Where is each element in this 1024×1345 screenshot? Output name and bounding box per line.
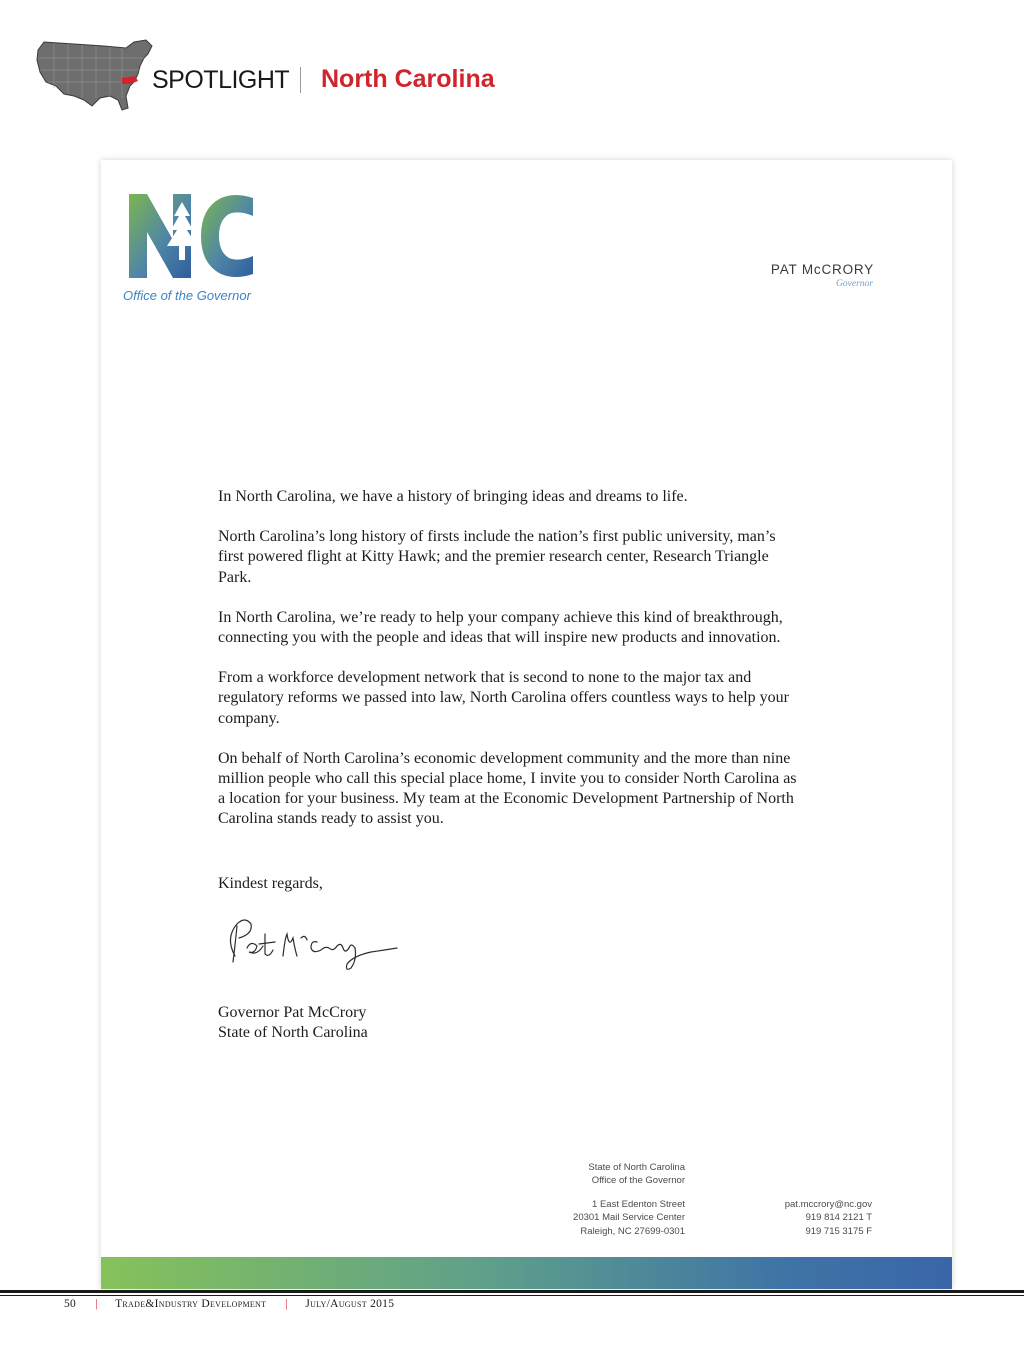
paragraph: From a workforce development network that is second to none to the major tax and regulatory reforms we passed into law, North Carolina offers countless ways to help your company. bbox=[218, 669, 789, 727]
paragraph: In North Carolina, we have a history of bringing ideas and dreams to life. bbox=[218, 488, 688, 505]
header-divider bbox=[300, 67, 301, 93]
page-folio bbox=[64, 1298, 410, 1310]
letterhead-color-bar bbox=[101, 1257, 952, 1289]
signer-name: Governor Pat McCrory bbox=[218, 1004, 367, 1021]
footer-office-line: State of North Carolina bbox=[588, 1162, 685, 1173]
footer-rule bbox=[0, 1290, 1024, 1293]
paragraph: North Carolina’s long history of firsts include the nation’s first public university, man’s first powered flight at Kitty Hawk; and the premier research center, Research Triangle Park. bbox=[218, 528, 776, 586]
paragraph: In North Carolina, we’re ready to help your company achieve this kind of breakthrough, connecting you with the people and ideas that will inspire new products and innovation. bbox=[218, 608, 783, 647]
spotlight-header bbox=[34, 36, 634, 120]
footer-phone: 919 814 2121 T bbox=[805, 1212, 872, 1224]
footer-address-line: Raleigh, NC 27699-0301 bbox=[580, 1225, 685, 1237]
signature bbox=[221, 912, 401, 974]
footer-email: pat.mccrory@nc.gov bbox=[784, 1199, 872, 1210]
footer-rule-thin bbox=[0, 1295, 1024, 1296]
paragraph: On behalf of North Carolina’s economic development community and the more than nine million people who call this special place home, I invite you to consider North Carolina as a location for your business. My team at the Economic Development Partnership of North Carolina stands ready to assist you. bbox=[218, 749, 797, 828]
us-map-icon bbox=[34, 36, 156, 114]
footer-address bbox=[541, 1198, 685, 1238]
footer-office bbox=[541, 1161, 685, 1188]
governor-title: Governor bbox=[836, 279, 873, 289]
governor-name: PAT McCRORY bbox=[770, 262, 874, 277]
letter-closing: Kindest regards, bbox=[218, 875, 323, 892]
governor-letter bbox=[101, 160, 952, 1289]
footer-office-line: Office of the Governor bbox=[591, 1175, 685, 1187]
publication-name: Trade&Industry Development bbox=[115, 1298, 267, 1310]
nc-logo bbox=[129, 194, 255, 278]
letter-body bbox=[218, 487, 798, 850]
signer-state: State of North Carolina bbox=[218, 1024, 368, 1042]
footer-address-line: 1 East Edenton Street bbox=[592, 1199, 685, 1210]
issue-date: July/August 2015 bbox=[305, 1298, 395, 1310]
section-title: North Carolina bbox=[321, 65, 495, 93]
footer-contact bbox=[741, 1198, 872, 1238]
office-label: Office of the Governor bbox=[123, 288, 251, 303]
signer-block bbox=[218, 1003, 368, 1043]
folio-divider: | bbox=[95, 1298, 98, 1310]
folio-divider: | bbox=[285, 1298, 289, 1310]
footer-fax: 919 715 3175 F bbox=[805, 1225, 872, 1237]
footer-address-line: 20301 Mail Service Center bbox=[573, 1212, 685, 1224]
page-number: 50 bbox=[64, 1298, 77, 1310]
section-label: SPOTLIGHT bbox=[152, 66, 290, 94]
